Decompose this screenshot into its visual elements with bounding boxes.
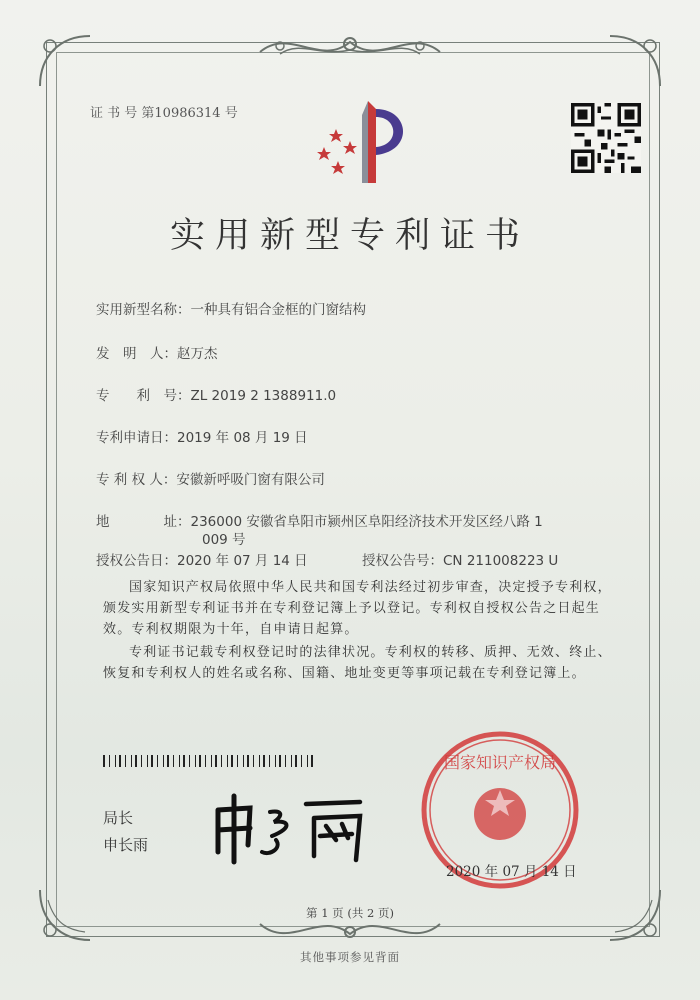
- barcode-bar: [269, 755, 270, 767]
- field-patent-number: [96, 384, 336, 404]
- barcode-bar: [231, 755, 233, 767]
- barcode-bar: [179, 755, 180, 767]
- barcode-bar: [301, 755, 302, 767]
- field-label: 授权公告号：: [362, 553, 443, 569]
- barcode-bar: [141, 755, 142, 767]
- director-label: 局长: [103, 809, 134, 827]
- corner-ornament-top-left: [30, 26, 100, 96]
- barcode-bar: [167, 755, 169, 767]
- seal-text: 国家知识产权局: [443, 753, 557, 772]
- barcode-bar: [119, 755, 121, 767]
- patent-office-emblem: [310, 95, 420, 190]
- barcode: [103, 755, 313, 767]
- barcode-bar: [131, 755, 132, 767]
- barcode-bar: [311, 755, 313, 767]
- field-value: 236000 安徽省阜阳市颍州区阜阳经济技术开发区经八路 1: [190, 514, 543, 530]
- body-paragraph-2: 专利证书记载专利权登记时的法律状况。专利权的转移、质押、无效、终止、恢复和专利权人的姓名或名称、国籍、地址变更等事项记载在专利登记簿上。: [103, 645, 612, 681]
- certificate-title: 实用新型专利证书: [169, 216, 530, 256]
- field-value: 安徽新呼吸门窗有限公司: [176, 472, 325, 488]
- field-label: 专 利 权 人：: [96, 472, 177, 488]
- qr-code: [571, 103, 641, 173]
- field-filing-date: [96, 426, 308, 446]
- barcode-bar: [263, 755, 265, 767]
- top-ornament: [250, 22, 450, 72]
- barcode-bar: [115, 755, 116, 767]
- director-name: 申长雨: [103, 836, 149, 854]
- field-label: 专利申请日：: [96, 430, 177, 446]
- body-paragraph-1: 国家知识产权局依照中华人民共和国专利法经过初步审查，决定授予专利权，颁发实用新型专利证书并在专利登记簿上予以登记。专利权自授权公告之日起生效。专利权期限为十年，自申请日起算。: [103, 580, 612, 637]
- field-value: 赵万杰: [177, 346, 218, 362]
- field-value: 2019 年 08 月 19 日: [177, 430, 308, 446]
- barcode-bar: [285, 755, 286, 767]
- barcode-bar: [227, 755, 228, 767]
- barcode-bar: [195, 755, 196, 767]
- barcode-bar: [151, 755, 153, 767]
- field-value: 009 号: [202, 532, 246, 548]
- barcode-bar: [215, 755, 217, 767]
- barcode-bar: [243, 755, 244, 767]
- barcode-bar: [279, 755, 281, 767]
- barcode-bar: [147, 755, 148, 767]
- field-label: 授权公告日：: [96, 553, 177, 569]
- barcode-bar: [125, 755, 126, 767]
- field-grant-announcement-number: [362, 549, 558, 569]
- field-value: 2020 年 07 月 14 日: [177, 553, 308, 569]
- barcode-bar: [259, 755, 260, 767]
- barcode-bar: [253, 755, 254, 767]
- barcode-bar: [237, 755, 238, 767]
- page-number: 第 1 页 (共 2 页): [306, 906, 394, 920]
- field-patentee: [96, 468, 325, 488]
- barcode-bar: [173, 755, 174, 767]
- director-signature: [210, 790, 375, 865]
- barcode-bar: [183, 755, 185, 767]
- field-label: 实用新型名称：: [96, 302, 191, 318]
- field-label: 专 利 号：: [96, 388, 191, 404]
- barcode-bar: [275, 755, 276, 767]
- seal-date: 2020 年 07 月 14 日: [446, 864, 577, 880]
- field-value: 一种具有铝合金框的门窗结构: [190, 302, 366, 318]
- footer-note: 其他事项参见背面: [300, 950, 400, 964]
- certificate-number: 证 书 号 第10986314 号: [90, 106, 238, 121]
- barcode-bar: [205, 755, 206, 767]
- barcode-bar: [103, 755, 105, 767]
- field-value: ZL 2019 2 1388911.0: [190, 388, 337, 404]
- field-label: 发 明 人：: [96, 346, 177, 362]
- field-value: CN 211008223 U: [443, 553, 559, 569]
- barcode-bar: [135, 755, 137, 767]
- barcode-bar: [109, 755, 110, 767]
- barcode-bar: [247, 755, 249, 767]
- field-grant-announcement-date: [96, 549, 308, 569]
- barcode-bar: [199, 755, 201, 767]
- field-inventor: [96, 342, 218, 362]
- barcode-bar: [163, 755, 164, 767]
- barcode-bar: [307, 755, 308, 767]
- barcode-bar: [211, 755, 212, 767]
- corner-ornament-top-right: [600, 26, 670, 96]
- field-address-continued: [202, 528, 246, 548]
- barcode-bar: [295, 755, 297, 767]
- field-utility-model-name: [96, 298, 366, 318]
- field-label: 地 址：: [96, 514, 191, 530]
- barcode-bar: [157, 755, 158, 767]
- barcode-bar: [189, 755, 190, 767]
- barcode-bar: [291, 755, 292, 767]
- barcode-bar: [221, 755, 222, 767]
- field-address: [96, 510, 543, 530]
